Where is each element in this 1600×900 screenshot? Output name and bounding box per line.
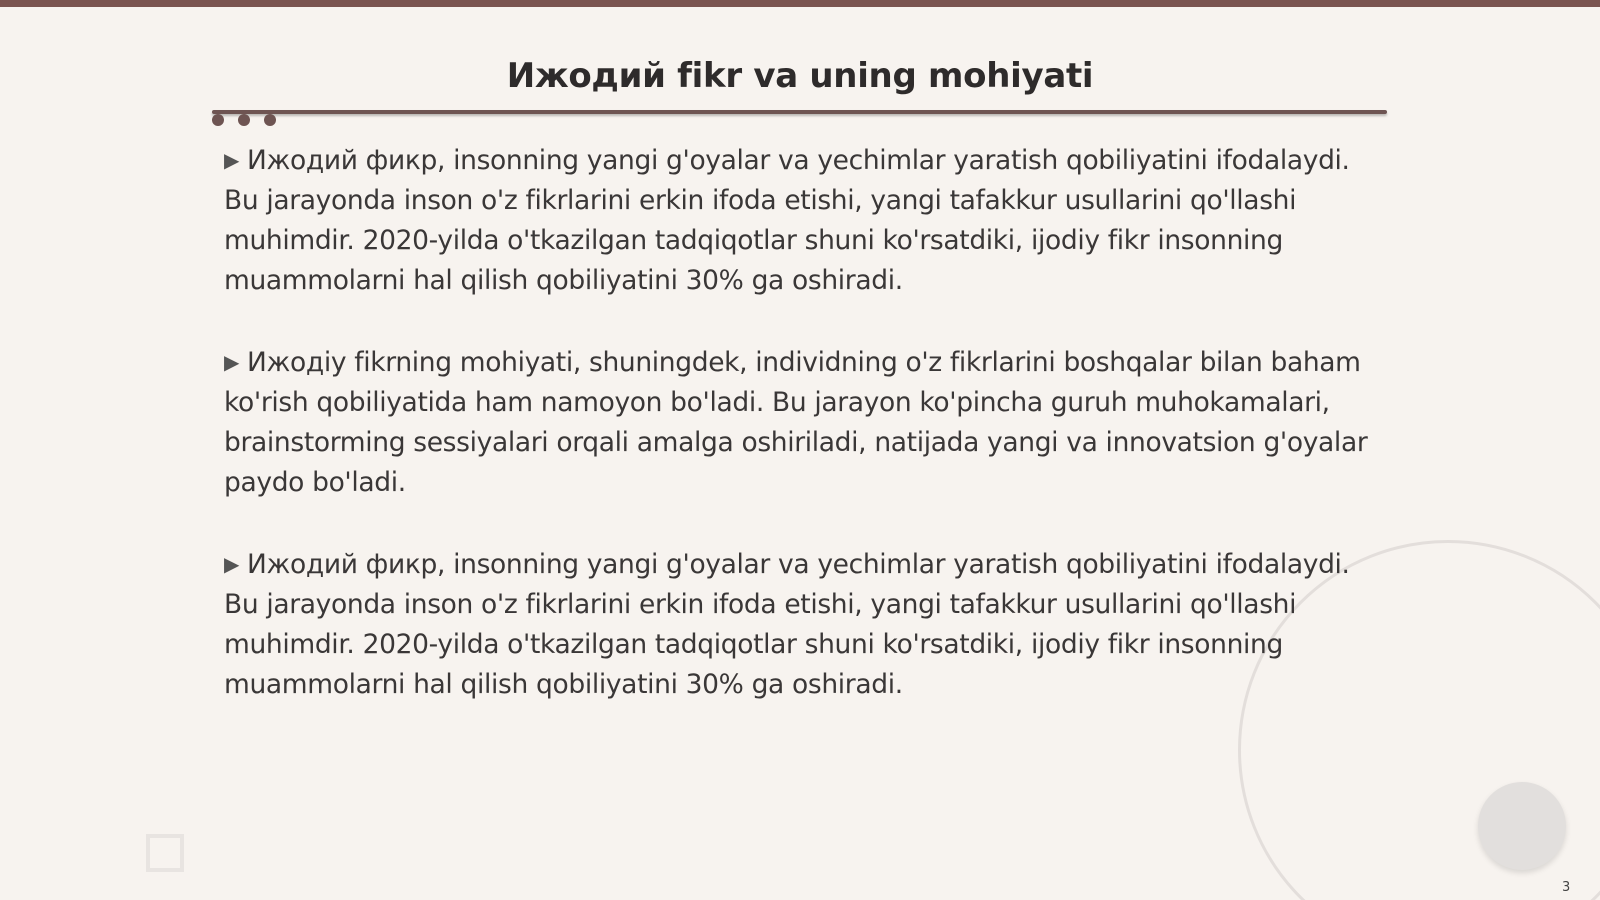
triangle-bullet-icon: ▶ (224, 350, 240, 374)
title-dot-2 (238, 114, 250, 126)
triangle-bullet-icon: ▶ (224, 148, 240, 172)
bullet-text: Ижодий фикр, insonning yangi g'oyalar va yechimlar yaratish qobiliyatini ifodalaydi. Bu jarayonda inson o'z fikrlarini erkin ifoda etishi, yangi tafakkur usullarini qo'llashi muhimdir. 2020-yilda o'tkazilgan tadqiqotlar shuni ko'rsatdiki, ijodiy fikr insonning muammolarni hal qilish qobiliyatini 30% ga oshiradi. (224, 145, 1350, 296)
bullet-text: Ижодiy fikrning mohiyati, shuningdek, individning o'z fikrlarini boshqalar bilan baham ko'rish qobiliyatida ham namoyon bo'ladi. Bu jarayon ko'pincha guruh muhokamalari, brainstorming sessiyalari orqali amalga oshiriladi, natijada yangi va innovatsion g'oyalar paydo bo'ladi. (224, 347, 1368, 498)
slide-title: Ижодий fikr va uning mohiyati (506, 56, 1094, 96)
title-dot-3 (264, 114, 276, 126)
bullet-item (224, 342, 1374, 503)
slide-content (224, 140, 1374, 746)
bullet-item (224, 544, 1374, 705)
top-accent-bar (0, 0, 1600, 7)
title-dot-1 (212, 114, 224, 126)
decorative-square (146, 834, 184, 872)
page-number: 3 (1562, 880, 1571, 895)
bullet-text: Ижодий фикр, insonning yangi g'oyalar va yechimlar yaratish qobiliyatini ifodalaydi. Bu jarayonda inson o'z fikrlarini erkin ifoda etishi, yangi tafakkur usullarini qo'llashi muhimdir. 2020-yilda o'tkazilgan tadqiqotlar shuni ko'rsatdiki, ijodiy fikr insonning muammolarni hal qilish qobiliyatini 30% ga oshiradi. (224, 549, 1350, 700)
title-underline (212, 110, 1387, 114)
decorative-circle (1478, 782, 1566, 870)
bullet-item (224, 140, 1374, 301)
triangle-bullet-icon: ▶ (224, 552, 240, 576)
